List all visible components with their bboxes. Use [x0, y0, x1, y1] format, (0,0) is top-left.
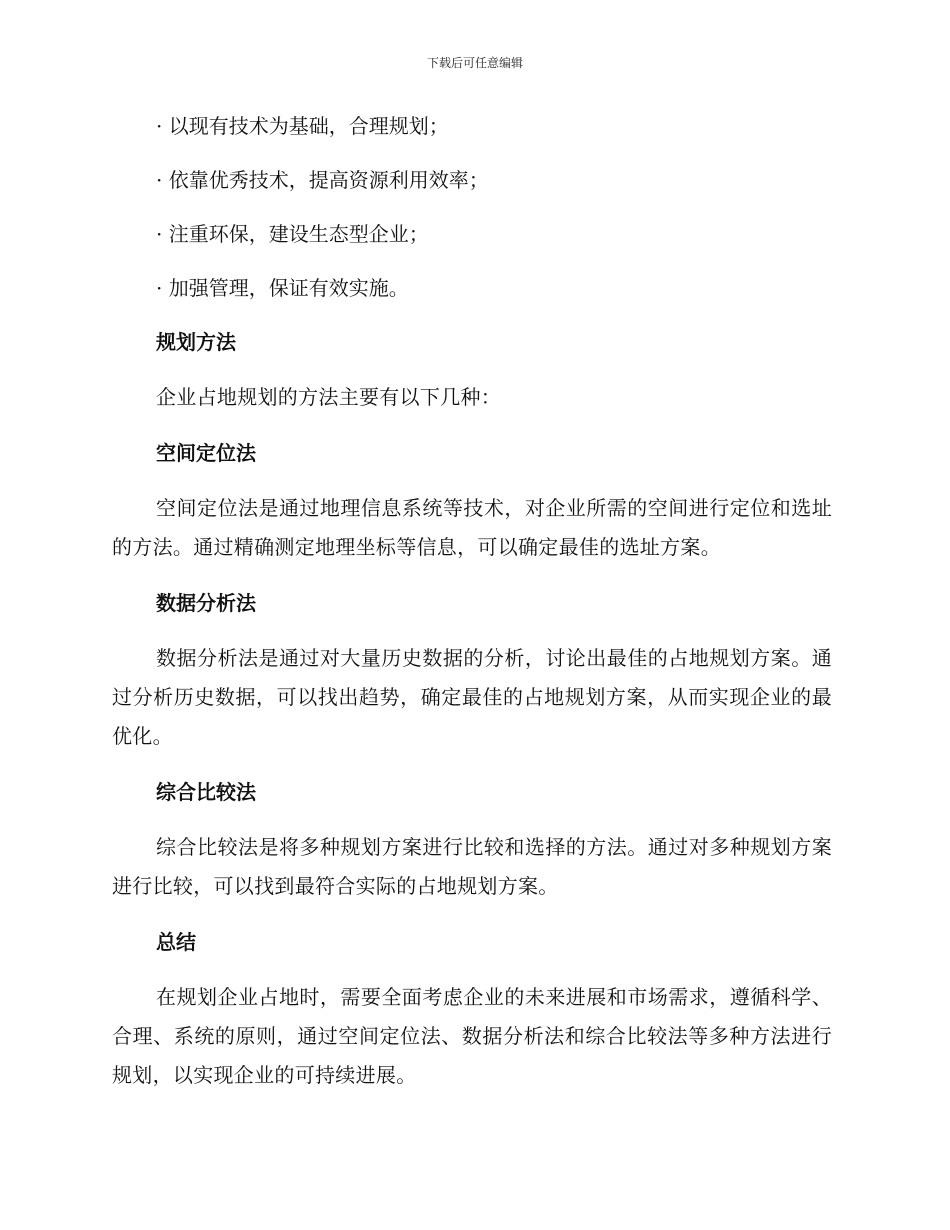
bullet-item: · 以现有技术为基础，合理规划；: [156, 114, 449, 138]
section-heading-methods: 规划方法: [156, 330, 236, 354]
bullet-item: · 依靠优秀技术，提高资源利用效率；: [156, 168, 489, 192]
section-paragraph: 综合比较法是将多种规划方案进行比较和选择的方法。通过对多种规划方案进行比较，可以找到最符合实际的占地规划方案。: [112, 835, 832, 898]
bullet-item: · 加强管理，保证有效实施。: [156, 276, 409, 300]
document-body: [112, 108, 832, 1113]
section-heading-data-analysis: 数据分析法: [156, 591, 256, 615]
section-heading-comparison: 综合比较法: [156, 780, 256, 804]
section-heading-summary: 总结: [156, 930, 196, 954]
section-paragraph: 空间定位法是通过地理信息系统等技术，对企业所需的空间进行定位和选址的方法。通过精确测定地理坐标等信息，可以确定最佳的选址方案。: [112, 496, 832, 559]
section-paragraph: 企业占地规划的方法主要有以下几种：: [156, 385, 502, 409]
section-heading-spatial: 空间定位法: [156, 441, 256, 465]
section-paragraph: 数据分析法是通过对大量历史数据的分析，讨论出最佳的占地规划方案。通过分析历史数据，可以找出趋势，确定最佳的占地规划方案，从而实现企业的最优化。: [112, 646, 832, 748]
bullet-item: · 注重环保，建设生态型企业；: [156, 222, 429, 246]
page-header: 下载后可任意编辑: [426, 56, 523, 70]
section-paragraph: 在规划企业占地时，需要全面考虑企业的未来进展和市场需求，遵循科学、合理、系统的原则，通过空间定位法、数据分析法和综合比较法等多种方法进行规划，以实现企业的可持续进展。: [112, 985, 832, 1087]
